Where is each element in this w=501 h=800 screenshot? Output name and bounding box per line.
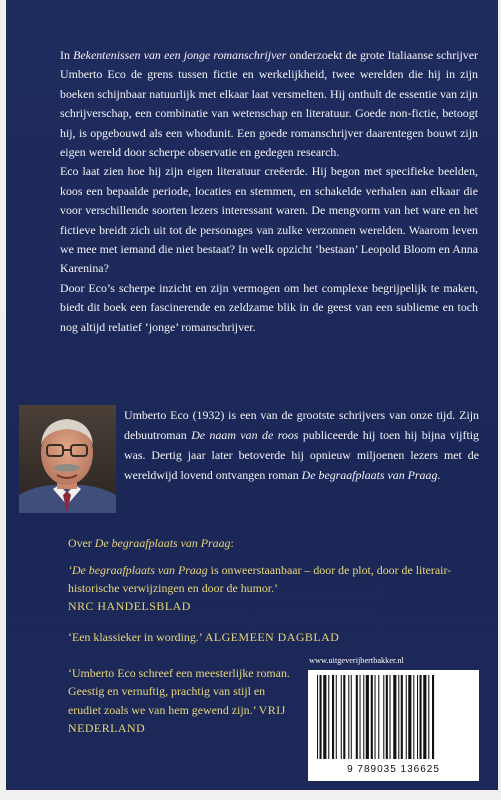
book-title-emphasis: Bekentenissen van een jonge romanschrijver [73, 48, 287, 62]
publisher-url: www.uitgeverijbertbakker.nl [309, 656, 404, 665]
quotes-header: Over De begraafplaats van Praag: [68, 536, 234, 550]
author-bio: Umberto Eco (1932) is een van de grootste schrijvers van onze tijd. Zijn debuutroman De naam van de roos publiceerde hij toen hij bijna vijftig was. Dertig jaar later betoverde hij opnieuw miljoenen lezers met de wereldwijd lovend ontvangen roman De begraafplaats van Praag. [124, 408, 479, 482]
novel-title-1: De naam van de roos [191, 428, 299, 442]
blurb-paragraph-1: In Bekentenissen van een jonge romanschrijver onderzoekt de grote Italiaanse schrijver Umberto Eco de grens tussen fictie en werkelijkheid, twee werelden die hij in zijn boeken schijnbaar natuurlijk met elkaar laat versmelten. Hij onthult de essentie van zijn schrijverschap, een combinatie van wetenschap en literatuur. Goede non-fictie, betoogt hij, is opgebouwd als een whodunit. Een goede romanschrijver daarentegen bouwt zijn eigen wereld door scherpe observatie en gedegen research. [60, 48, 478, 160]
quote-source-ad: ALGEMEEN DAGBLAD [204, 630, 340, 644]
blurb-text [60, 46, 478, 337]
blurb-paragraph-2: Eco laat zien hoe hij zijn eigen literatuur creëerde. Hij begon met specifieke beelden, koos een bepaalde periode, locaties en stemmen, en schakelde verhalen aan elkaar die voor verschillende soorten lezers interessant waren. De mengvorm van het ware en het fictieve breidt zich uit tot de personages van zulke verzonnen werelden. Waarom leven we mee met iemand die niet bestaat? In welk opzicht ‘bestaan’ Leopold Bloom en Anna Karenina? [60, 164, 478, 276]
barcode-bars [315, 675, 472, 763]
review-quote-vn: ‘Umberto Eco schreef een meesterlijke roman. Geestig en vernuftig, prachtig van stijl en erudiet zoals we van hem gewend zijn.’ VRIJ NEDERLAND [68, 666, 290, 736]
author-photo [19, 405, 116, 513]
book-back-cover [6, 0, 498, 790]
novel-title-2: De begraafplaats van Praag [301, 468, 438, 482]
isbn-number: 9 789035 136625 [347, 764, 440, 775]
barcode [308, 670, 479, 781]
blurb-paragraph-3: Door Eco’s scherpe inzicht en zijn vermogen om het complexe begrijpelijk te maken, biedt dit boek een fascinerende en zeldzame blik in de geest van een sublieme en toch nog altijd relatief ‘jonge’ romanschrijver. [60, 280, 478, 334]
quote-source-nrc: NRC HANDELSBLAD [68, 599, 191, 614]
quote-source-vn: VRIJ NEDERLAND [68, 702, 286, 736]
review-quote-nrc: ‘De begraafplaats van Praag is onweerstaanbaar – door de plot, door de literair-historische verwijzingen en door de humor.’ NRC HANDELSBLAD [68, 561, 480, 616]
review-quote-ad: ‘Een klassieker in wording.’ ALGEMEEN DAGBLAD [68, 630, 340, 644]
